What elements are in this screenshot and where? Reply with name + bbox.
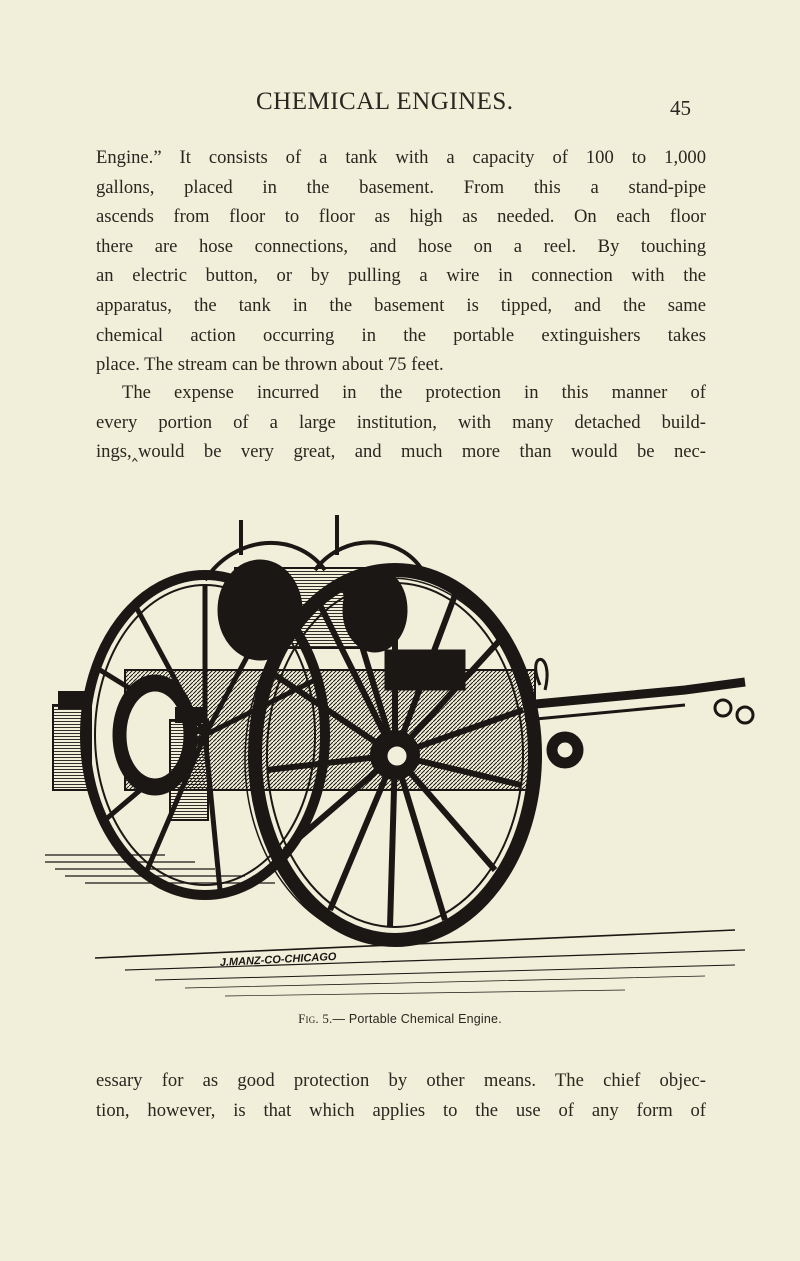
- text-line: The expense incurred in the protection in this manner of: [122, 382, 706, 403]
- paragraph-1: [96, 143, 706, 380]
- text-line: an electric button, or by pulling a wire in connection with the: [96, 265, 706, 287]
- text-line: chemical action occurring in the portable extinguishers takes: [96, 324, 706, 346]
- text-line: place. The stream can be thrown about 75 feet.: [96, 354, 444, 376]
- text-line: ascends from floor to floor as high as needed. On each floor: [96, 206, 706, 228]
- figure-caption: [0, 1011, 800, 1027]
- page-number: 45: [670, 96, 691, 120]
- caption-text: — Portable Chemical Engine.: [332, 1012, 502, 1026]
- engine-engraving: [45, 510, 800, 1005]
- text-line: ings,‸would be very great, and much more than would be nec-: [96, 441, 706, 463]
- text-line: tion, however, is that which applies to the use of any form of: [96, 1099, 706, 1121]
- paragraph-3: [96, 1066, 706, 1125]
- caption-label: Fig. 5.: [298, 1011, 333, 1026]
- tongue: [525, 659, 753, 768]
- text-line: essary for as good protection by other means. The chief objec-: [96, 1070, 706, 1091]
- engraver-signature: J.MANZ-CO-CHICAGO: [219, 950, 337, 969]
- engine-illustration: [45, 510, 800, 1005]
- text-line: every portion of a large institution, with many detached build-: [96, 411, 706, 433]
- text-line: Engine.” It consists of a tank with a capacity of 100 to 1,000: [96, 147, 706, 168]
- page-header: [0, 88, 800, 122]
- paragraph-2: [96, 378, 706, 467]
- text-line: gallons, placed in the basement. From this a stand-pipe: [96, 176, 706, 198]
- running-head: CHEMICAL ENGINES.: [256, 88, 514, 115]
- text-line: there are hose connections, and hose on a reel. By touching: [96, 235, 706, 257]
- text-line: apparatus, the tank in the basement is tipped, and the same: [96, 294, 706, 316]
